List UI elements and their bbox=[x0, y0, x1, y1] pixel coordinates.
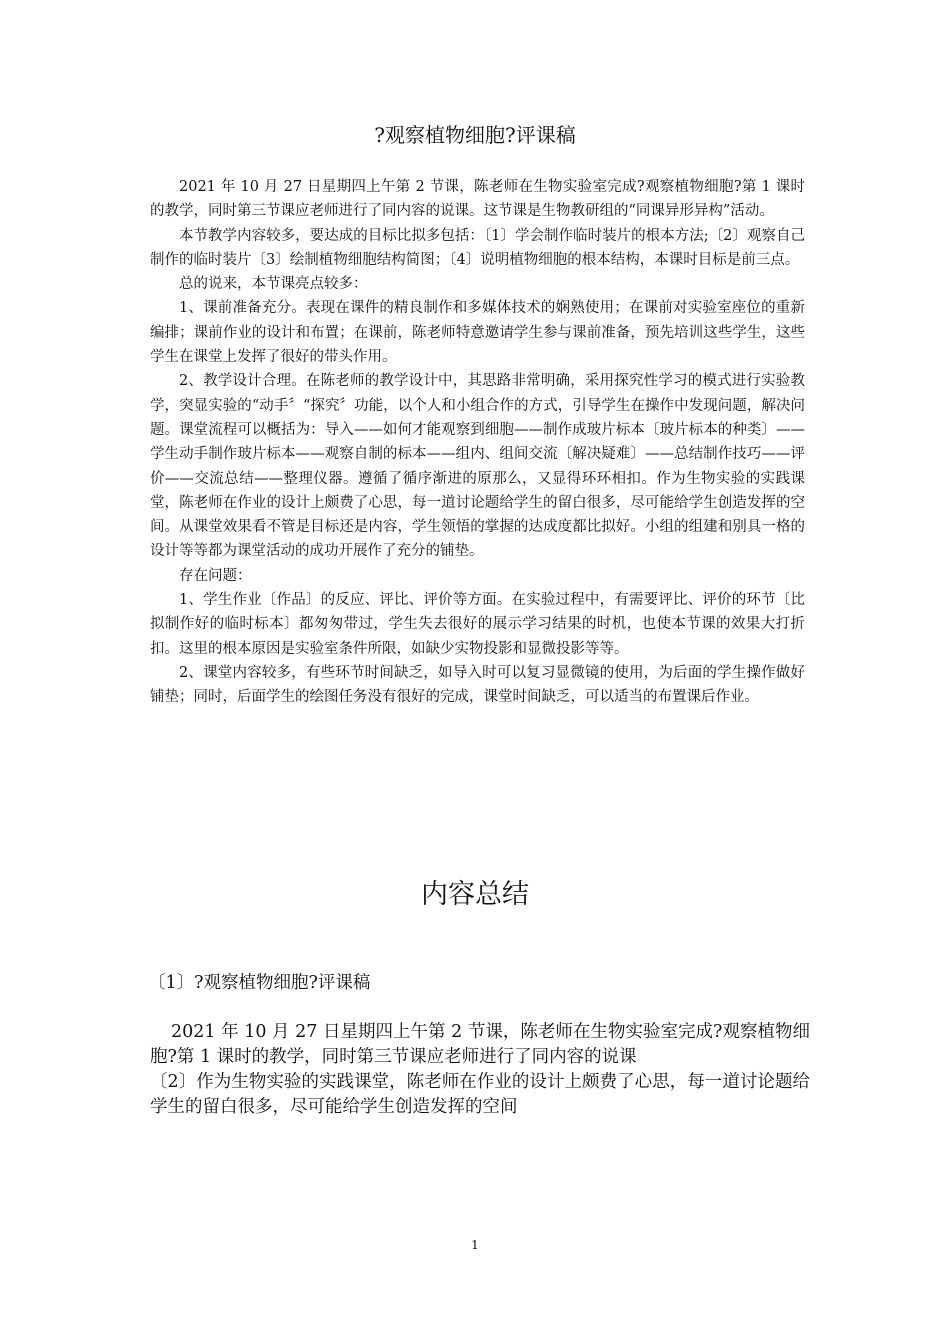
document-body bbox=[150, 175, 805, 710]
summary-subtitle: 〔1〕?观察植物细胞?评课稿 bbox=[148, 973, 371, 993]
paragraph-problem-2: 2、课堂内容较多，有些环节时间缺乏，如导入时可以复习显微镜的使用，为后面的学生操作做好铺垫；同时，后面学生的绘图任务没有很好的完成，课堂时间缺乏，可以适当的布置课后作业。 bbox=[150, 664, 805, 706]
paragraph-intro: 2021 年 10 月 27 日星期四上午第 2 节课，陈老师在生物实验室完成?观察植物细胞?第 1 课时的教学，同时第三节课应老师进行了同内容的说课。这节课是生物教研组的“同课异形异构”活动。 bbox=[150, 179, 805, 220]
summary-heading: 内容总结 bbox=[421, 879, 529, 910]
paragraph-highlight-1: 1、课前准备充分。表现在课件的精良制作和多媒体技术的娴熟使用；在课前对实验室座位的重新编排；课前作业的设计和布置；在课前，陈老师特意邀请学生参与课前准备，预先培训这些学生，这些学生在课堂上发挥了很好的带头作用。 bbox=[150, 300, 805, 366]
page-number: 1 bbox=[471, 1238, 479, 1252]
paragraph-problems-lead: 存在问题： bbox=[179, 567, 252, 584]
document-title: ?观察植物细胞?评课稿 bbox=[374, 123, 576, 147]
paragraph-highlights-lead: 总的说来，本节课亮点较多： bbox=[179, 276, 368, 293]
paragraph-problem-1: 1、学生作业〔作品〕的反应、评比、评价等方面。在实验过程中，有需要评比、评价的环节〔比拟制作好的临时标本〕都匆匆带过，学生失去很好的展示学习结果的时机，也使本节课的效果大打折扣。这里的根本原因是实验室条件所限，如缺少实物投影和显微投影等等。 bbox=[150, 592, 805, 657]
paragraph-objectives: 本节教学内容较多，要达成的目标比拟多包括：〔1〕学会制作临时装片的根本方法;〔2〕观察自己制作的临时装片〔3〕绘制植物细胞结构简图；〔4〕说明植物细胞的根本结构，本课时目标是前三点。 bbox=[150, 227, 805, 268]
paragraph-highlight-2: 2、教学设计合理。在陈老师的教学设计中，其思路非常明确，采用探究性学习的模式进行实验教学，突显实验的“动手〞“探究〞功能，以个人和小组合作的方式，引导学生在操作中发现问题，解决问题。课堂流程可以概括为：导入——如何才能观察到细胞——制作成玻片标本〔玻片标本的种类〕——学生动手制作玻片标本——观察自制的标本——组内、组间交流〔解决疑难〕——总结制作技巧——评价——交流总结——整理仪器。遵循了循序渐进的原那么，又显得环环相扣。作为生物实验的实践课堂，陈老师在作业的设计上颇费了心思，每一道讨论题给学生的留白很多，尽可能给学生创造发挥的空间。从课堂效果看不管是目标还是内容，学生领悟的掌握的达成度都比拟好。小组的组建和别具一格的设计等等都为课堂活动的成功开展作了充分的铺垫。 bbox=[150, 373, 805, 560]
summary-line-2: 〔2〕作为生物实验的实践课堂，陈老师在作业的设计上颇费了心思，每一道讨论题给学生的留白很多，尽可能给学生创造发挥的空间 bbox=[150, 1072, 810, 1117]
summary-body bbox=[150, 1020, 810, 1120]
summary-line-1: 2021 年 10 月 27 日星期四上午第 2 节课，陈老师在生物实验室完成?观察植物细胞?第 1 课时的教学，同时第三节课应老师进行了同内容的说课 bbox=[150, 1022, 810, 1067]
